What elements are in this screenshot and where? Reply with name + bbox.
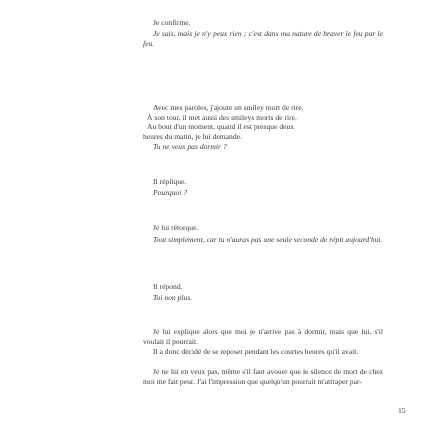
page-number: 15 bbox=[398, 406, 406, 415]
paragraph-smiley-line-4: heures du matin, je lui demande. bbox=[143, 131, 242, 141]
paragraph-he-replies: Il réplique. bbox=[153, 177, 187, 186]
paragraph-why: Pourquoi ? bbox=[153, 188, 188, 197]
paragraph-sleep-question: Tu ne veux pas dormir ? bbox=[153, 142, 227, 151]
paragraph-he-answers: Il répond. bbox=[153, 282, 183, 291]
paragraph-smiley-line-3: Au bout d'un moment, quand il est presque deux bbox=[147, 122, 295, 132]
paragraph-smiley-line-1: Avec mes paroles, j'ajoute un smiley mort de rire. bbox=[153, 103, 304, 112]
paragraph-silence: Je ne lui en veux pas, même s'il faut avouer que le silence de mort de chez moi me fait peur. J'ai l'impression que quelqu'un pourrait m'attraper par- bbox=[143, 367, 383, 386]
paragraph-rest: Il a donc décidé de se reposer pendant les courtes heures qu'il avait. bbox=[153, 347, 359, 356]
paragraph-you-neither: Toi non plus. bbox=[153, 293, 193, 302]
paragraph-explain: Je lui explique alors que moi je n'arrive pas à dormir, mais que lui, s'il voulait il pourrait. bbox=[143, 327, 383, 346]
paragraph-smiley bbox=[143, 103, 383, 141]
paragraph-brave-fire: Je sais, mais je n'y peux rien ; c'est dans ma nature de braver le feu par le feu. bbox=[143, 29, 383, 48]
paragraph-no-respite: Tout simplement, car tu n'auras pas une seule seconde de répit aujourd'hui. bbox=[153, 235, 383, 244]
paragraph-smiley-line-2: À son tour, il met aussi des smileys morts de rire. bbox=[147, 112, 297, 122]
paragraph-confirm: Je confirme. bbox=[153, 18, 191, 27]
paragraph-i-retort: Je lui rétorque. bbox=[153, 223, 199, 232]
